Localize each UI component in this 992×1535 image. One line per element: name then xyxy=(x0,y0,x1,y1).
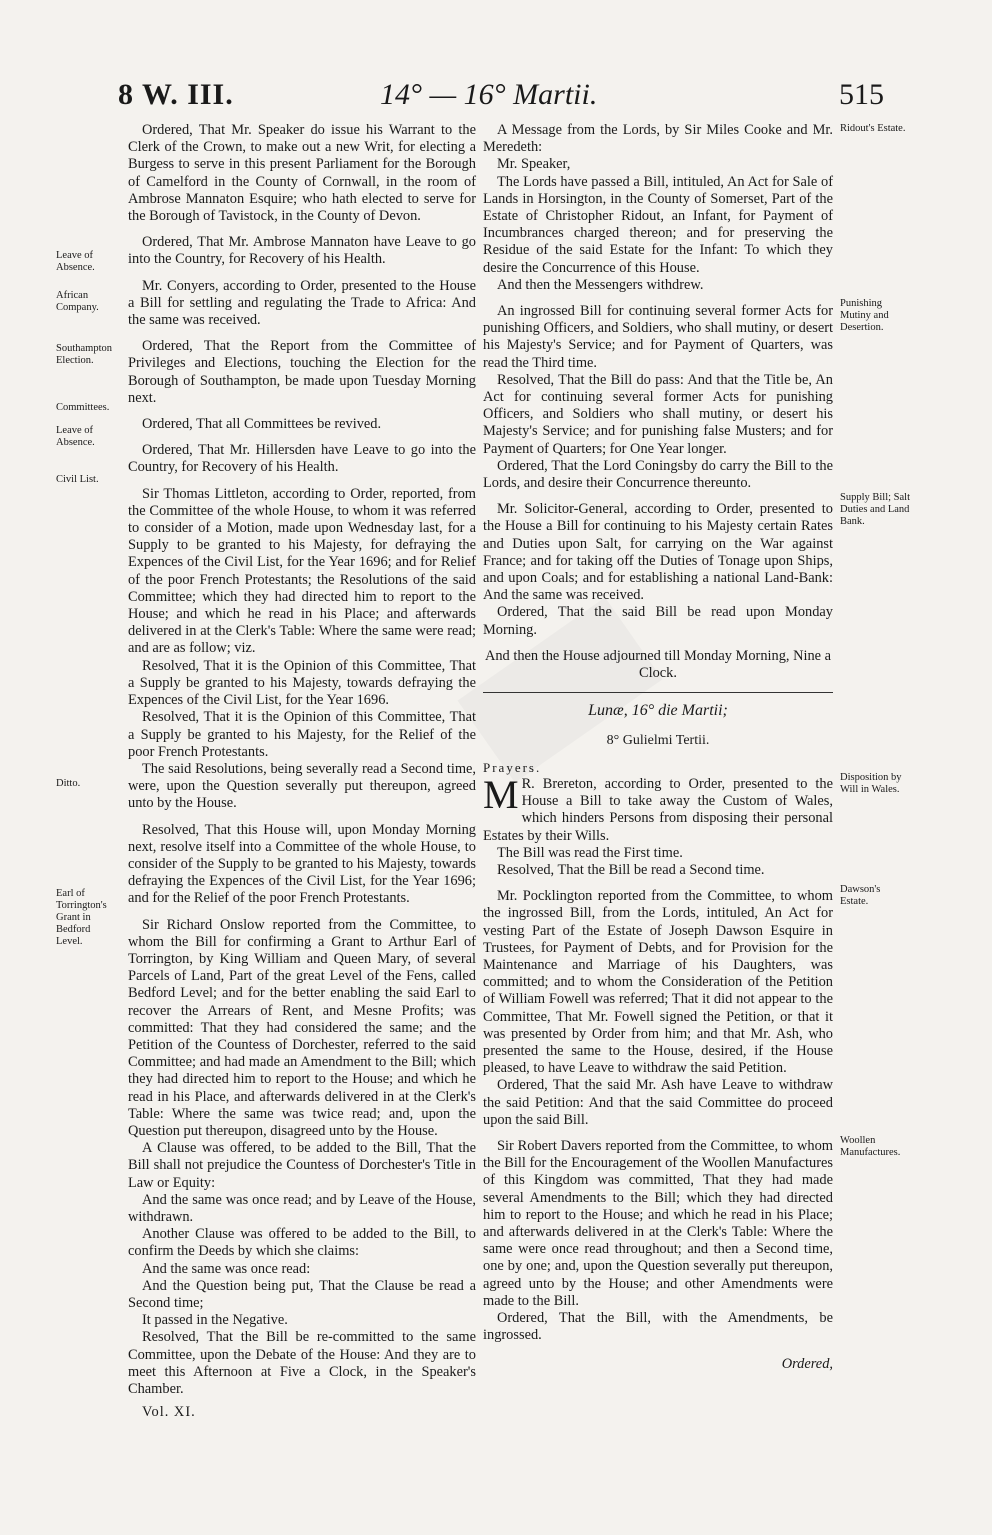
margin-note: Committees. xyxy=(56,402,110,413)
margin-note: Southampton Election. xyxy=(56,343,113,366)
entry: Ordered, That Mr. Hillersden have Leave to go into the Country, for Recovery of his Health. xyxy=(128,442,476,476)
entry-text: R. Brereton, according to Order, presented to the House a Bill to take away the Custom of Wales, which hinders Persons from disposing their personal Estates by their Wills. xyxy=(483,775,833,844)
margin-note: African Company. xyxy=(56,290,99,313)
entry: Mr. Solicitor-General, according to Order, presented to the House a Bill for continuing to his Majesty certain Rates and Duties upon Salt, for carrying on the War against France; and for taking off the Duties of Tonage upon Ships, and upon Coals; and for establishing a national Land-Bank: And the same was received. xyxy=(483,501,833,604)
margin-note: Dawson's Estate. xyxy=(840,884,881,907)
adjournment: And then the House adjourned till Monday Morning, Nine a Clock. xyxy=(484,647,832,682)
margin-note: Supply Bill; Salt Duties and Land Bank. xyxy=(840,492,911,527)
margin-note: Ridout's Estate. xyxy=(840,123,906,134)
margin-note: Disposition by Will in Wales. xyxy=(840,772,902,795)
entry: And then the Messengers withdrew. xyxy=(497,276,704,293)
entry: An ingrossed Bill for continuing several former Acts for punishing Officers, and Soldiers, who shall mutiny, or desert his Majesty's Service; and for Payment of Quarters, was read the Third time. xyxy=(483,303,833,371)
entry: Ordered, That the Bill, with the Amendments, be ingrossed. xyxy=(483,1310,833,1344)
entry: And the same was once read: xyxy=(142,1260,311,1277)
entry: Ordered, That all Committees be revived. xyxy=(142,416,382,433)
margin-note: Earl of Torrington's Grant in Bedford Level. xyxy=(56,888,107,947)
margin-note: Ditto. xyxy=(56,778,81,789)
page-header xyxy=(118,78,884,122)
prayers-label: Prayers. xyxy=(483,759,542,775)
margin-note: Civil List. xyxy=(56,474,99,485)
regnal-heading: 8° Gulielmi Tertii. xyxy=(606,732,710,748)
entry: Resolved, That the Bill do pass: And that the Title be, An Act for continuing several former Acts for punishing Officers, and Soldiers who shall mutiny, or desert his Majesty's Service; and for punishing false Musters; and for Payment of Quarters; for One Year longer. xyxy=(483,371,833,457)
entry: The Lords have passed a Bill, intituled, An Act for Sale of Lands in Horsington, in the County of Somerset, Part of the Estate of Christopher Ridout, an Infant, for Payment of Incumbrances charged thereon; and for preserving the Residue of the said Estate for the Infant: To which they desire the Concurrence of this House. xyxy=(483,173,833,276)
day-heading: Lunæ, 16° die Martii; xyxy=(588,702,728,720)
entry: Resolved, That this House will, upon Monday Morning next, resolve itself into a Committee of the whole House, to consider of the Supply to be granted to his Majesty, towards defraying the Expences of the Civil List, for the Year 1696; and for the Relief of the poor French Protestants. xyxy=(128,821,476,907)
entry: The said Resolutions, being severally read a Second time, were, upon the Question severally put thereupon, agreed unto by the House. xyxy=(128,760,476,812)
entry: Ordered, That the Lord Coningsby do carry the Bill to the Lords, and desire their Concurrence thereunto. xyxy=(483,457,833,492)
catchword: Ordered, xyxy=(781,1356,833,1373)
margin-note: Punishing Mutiny and Desertion. xyxy=(840,298,889,333)
date-range: 14° — 16° Martii. xyxy=(380,78,598,111)
entry: Resolved, That it is the Opinion of this Committee, That a Supply be granted to his Majesty, towards defraying the Expences of the Civil List, for the Year 1696. xyxy=(128,657,476,709)
entry: Mr. Speaker, xyxy=(497,156,571,173)
left-column xyxy=(128,122,476,1421)
entry: Resolved, That the Bill be re-committed to the same Committee, upon the Debate of the House: And they are to meet this Afternoon at Five a Clock, in the Speaker's Chamber. xyxy=(128,1329,476,1398)
margin-note: Leave of Absence. xyxy=(56,425,95,448)
entry: A Message from the Lords, by Sir Miles Cooke and Mr. Meredeth: xyxy=(483,122,833,156)
entry: Ordered, That Mr. Ambrose Mannaton have Leave to go into the Country, for Recovery of his Health. xyxy=(128,234,476,268)
entry: Mr. Conyers, according to Order, presented to the House a Bill for settling and regulating the Trade to Africa: And the same was received. xyxy=(128,277,476,329)
entry xyxy=(483,771,833,845)
entry: Ordered, That the said Mr. Ash have Leave to withdraw the said Petition: And that the said Committee do proceed upon the said Bill. xyxy=(483,1077,833,1128)
entry: Another Clause was offered to be added to the Bill, to confirm the Deeds by which she claims: xyxy=(128,1226,476,1260)
drop-cap: M xyxy=(483,771,519,817)
entry: Ordered, That the said Bill be read upon Monday Morning. xyxy=(483,604,833,638)
entry: Resolved, That the Bill be read a Second time. xyxy=(497,861,765,878)
margin-note: Woollen Manufactures. xyxy=(840,1135,901,1158)
section-divider xyxy=(483,692,833,693)
entry: It passed in the Negative. xyxy=(142,1312,288,1329)
entry: Ordered, That the Report from the Committee of Privileges and Elections, touching the Election for the Borough of Southampton, be made upon Tuesday Morning next. xyxy=(128,338,476,406)
entry: Sir Thomas Littleton, according to Order, reported, from the Committee of the whole House, to whom it was referred to consider of a Motion, made upon Wednesday last, for a Supply to be granted to his Majesty, for defraying the Expences of the Civil List, for the Year 1696; and for Relief of the poor French Protestants; the Resolutions of the said Committee; which they had directed him to report to the House; and which he read in his Place; and afterwards delivered in at the Clerk's Table: Where the same were read; and are as follow; viz. xyxy=(128,485,476,657)
entry: A Clause was offered, to be added to the Bill, That the Bill shall not prejudice the Countess of Dorchester's Title in Law or Equity: xyxy=(128,1140,476,1191)
entry: Mr. Pocklington reported from the Committee, to whom the ingrossed Bill, from the Lords, intituled, An Act for vesting Part of the Estate of Joseph Dawson Esquire in Trustees, for Payment of Debts, and for Provision for the Maintenance and Marriage of his Daughters, was committed; and to whom the Consideration of the Petition of William Fowell was referred; That it did not appear to the Committee, That Mr. Fowell signed the Petition, or that it was presented by Order from him; and that Mr. Ash, who presented the same to the House, desired, if the House pleased, to have Leave to withdraw the said Petition. xyxy=(483,888,833,1077)
entry: Sir Richard Onslow reported from the Committee, to whom the Bill for confirming a Grant to Arthur Earl of Torrington, by King William and Queen Mary, of several Parcels of Land, Part of the great Level of the Fens, called Bedford Level; and for the better enabling the said Earl to recover the Arrears of Rent, and Mesne Profits; was committed: That they had considered the same; and the Petition of the Countess of Dorchester, referred to the said Committee; and had made an Amendment to the Bill; which they had directed him to report to the House; and which he read in his Place, and afterwards delivered in at the Clerk's Table: Where the same was twice read; and, upon the Question put thereupon, disagreed unto by the House. xyxy=(128,916,476,1139)
entry: Ordered, That Mr. Speaker do issue his Warrant to the Clerk of the Crown, to make out a new Writ, for electing a Burgess to serve in this present Parliament for the Borough of Camelford in the County of Cornwall, in the room of Ambrose Mannaton Esquire; who hath elected to serve for the Borough of Tavistock, in the County of Devon. xyxy=(128,122,476,225)
page-number: 515 xyxy=(839,78,884,111)
entry: Resolved, That it is the Opinion of this Committee, That a Supply be granted to his Majesty, for the Relief of the poor French Protestants. xyxy=(128,709,476,760)
entry: And the same was once read; and by Leave of the House, withdrawn. xyxy=(128,1191,476,1225)
entry: And the Question being put, That the Clause be read a Second time; xyxy=(128,1277,476,1311)
volume-mark: Vol. XI. xyxy=(142,1404,196,1421)
regnal-year: 8 W. III. xyxy=(118,78,234,111)
margin-note: Leave of Absence. xyxy=(56,250,95,273)
entry: Sir Robert Davers reported from the Committee, to whom the Bill for the Encouragement of the Woollen Manufactures of this Kingdom was committed, That they had made several Amendments to the Bill; which they had directed him to report to the House; and which he read in his Place; and afterwards delivered in at the Clerk's Table: Where the same were once read throughout; and then a Second time, one by one; and, upon the Question severally put thereupon, agreed unto by the House; and other Amendments were made to the Bill. xyxy=(483,1137,833,1309)
entry: The Bill was read the First time. xyxy=(497,844,683,861)
right-column xyxy=(483,122,833,1374)
